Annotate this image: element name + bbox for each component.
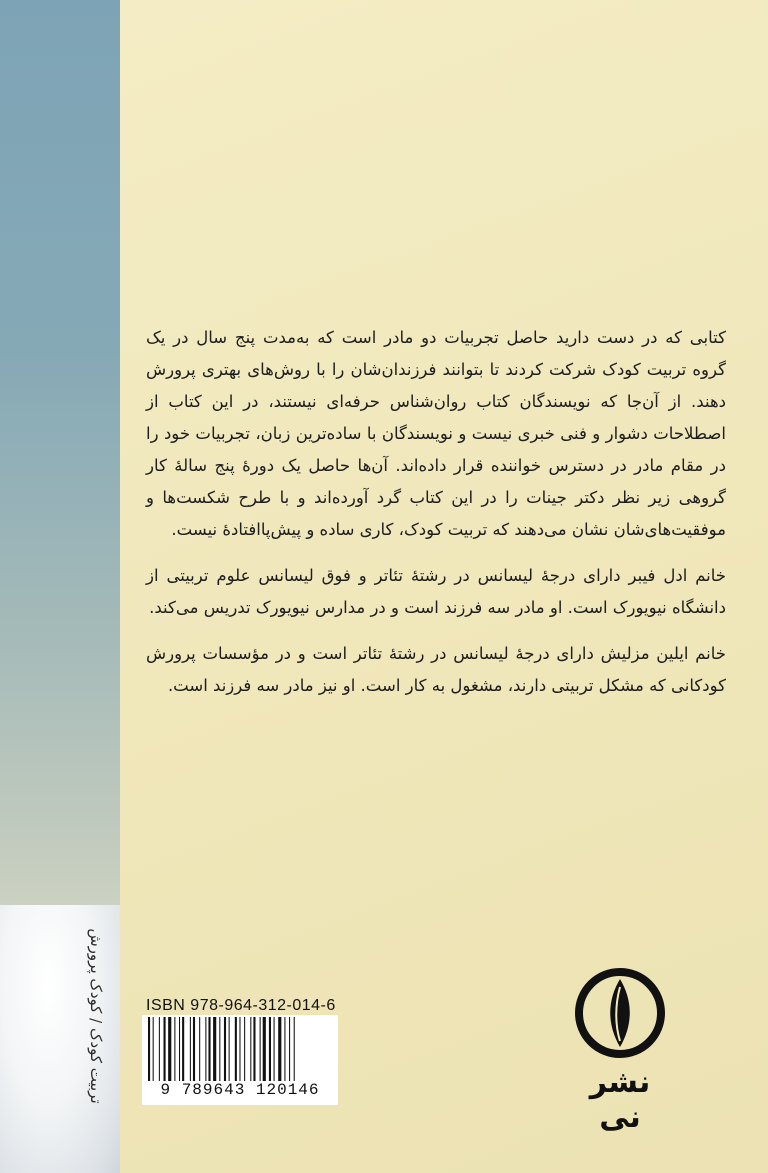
publisher-logo [570, 965, 670, 1135]
book-spine [0, 0, 120, 1173]
blurb-text [146, 322, 726, 716]
barcode-digits: 9 789643 120146 [160, 1081, 320, 1099]
barcode [142, 1015, 338, 1105]
blurb-paragraph-author-2: خانم ایلین مزلیش دارای درجهٔ لیسانس در رشتهٔ تئاتر است و در مؤسسات پرورش کودکانی که مشکل تربیتی دارند، مشغول به کار است. او نیز مادر سه فرزند است. [146, 644, 726, 695]
publisher-name: نشر نی [589, 1065, 651, 1135]
isbn-label: ISBN 978-964-312-014-6 [146, 997, 336, 1014]
blurb-paragraph-summary: کتابی که در دست دارید حاصل تجربیات دو مادر است که به‌مدت پنج سال در یک گروه تربیت کودک شرکت کردند تا بتوانند فرزندان‌شان را با روش‌های بهتری پرورش دهند. از آن‌جا که نویسندگان کتاب روان‌شناس حرفه‌ای نیستند، در این کتاب از اصطلاحات دشوار و فنی خبری نیست و نویسندگان با ساده‌ترین زبان، تجربیات خود را در مقام مادر در دسترس خواننده قرار داده‌اند. آن‌ها حاصل یک دورهٔ پنج سالهٔ کار گروهی زیر نظر دکتر جینات را در این کتاب گرد آورده‌اند و با طرح شکست‌ها و موفقیت‌های‌شان نشان می‌دهند که تربیت کودک، کاری ساده و پیش‌پاافتادهٔ نیست. [146, 328, 726, 539]
spine-title: تربیت کودک / کودک‌ پرورش [87, 928, 105, 1104]
blurb-paragraph-author-1: خانم ادل فیبر دارای درجهٔ لیسانس در رشتهٔ تئاتر و فوق لیسانس علوم تربیتی از دانشگاه نیویورک است. او مادر سه فرزند است و در مدارس نیویورک تدریس می‌کند. [146, 566, 726, 617]
barcode-bars [148, 1017, 332, 1081]
reed-leaf-logo-icon [570, 965, 670, 1065]
